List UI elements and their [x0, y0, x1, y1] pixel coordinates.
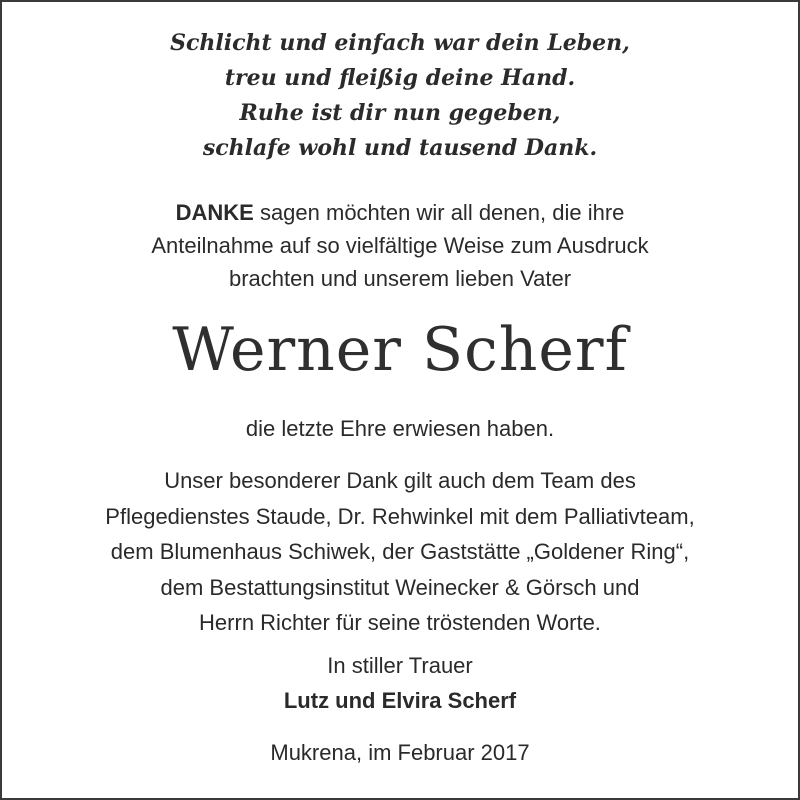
special-thanks-paragraph [0, 463, 800, 641]
thanks-lead-word: DANKE [175, 200, 254, 225]
special-thanks-line-1: Unser besonderer Dank gilt auch dem Team des [164, 468, 636, 493]
special-thanks-line-3: dem Blumenhaus Schiwek, der Gaststätte „Goldener Ring“, [110, 539, 690, 564]
poem-line-2: treu und fleißig deine Hand. [224, 65, 576, 91]
poem-line-1: Schlicht und einfach war dein Leben, [170, 30, 630, 56]
mourning-intro: In stiller Trauer [327, 653, 473, 678]
thanks-line-1 [0, 196, 800, 229]
memorial-poem [0, 26, 800, 166]
poem-line-3: Ruhe ist dir nun gegeben, [239, 100, 561, 126]
special-thanks-line-5: Herrn Richter für seine tröstenden Worte. [199, 610, 601, 635]
deceased-name: Werner Scherf [172, 315, 628, 385]
special-thanks-line-2: Pflegedienstes Staude, Dr. Rehwinkel mit dem Palliativteam, [105, 503, 695, 529]
honor-line: die letzte Ehre erwiesen haben. [245, 416, 555, 441]
thanks-line-2: Anteilnahme auf so vielfältige Weise zum Ausdruck [151, 233, 649, 258]
mourning-signature [0, 648, 800, 718]
thanks-line-3: brachten und unserem lieben Vater [228, 266, 572, 291]
mourning-signers: Lutz und Elvira Scherf [283, 688, 517, 713]
thanks-paragraph [0, 196, 800, 295]
poem-line-4: schlafe wohl und tausend Dank. [202, 135, 598, 161]
place-and-date: Mukrena, im Februar 2017 [270, 740, 530, 765]
thanks-line-1-rest: sagen möchten wir all denen, die ihre [253, 200, 625, 225]
special-thanks-line-4: dem Bestattungsinstitut Weinecker & Görsch und [160, 574, 640, 600]
